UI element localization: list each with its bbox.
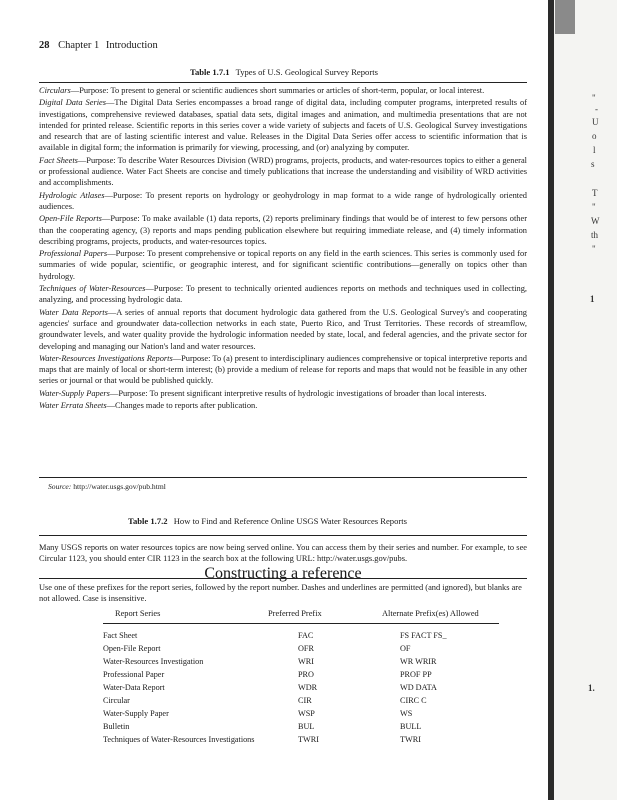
report-type-entry: Water Data Reports—A series of annual reports that document hydrologic data gathered from the U.S. Geological Survey's and cooperating agencies' surface and groundwater data-collection networks in each state, Puerto Rico, and Trust Territories. These records of streamflow, groundwater levels, and water quality provide the hydrologic information needed by state, local, and federal agencies, and the private sector for developing and managing our Nation's land and water resources.	[39, 307, 527, 351]
table1-entries	[39, 85, 527, 412]
table1-caption	[190, 67, 378, 77]
table-row: Techniques of Water-Resources Investigations	[103, 735, 255, 744]
table-row: Circular	[103, 696, 130, 705]
col-header-preferred-prefix: Preferred Prefix	[268, 609, 322, 618]
table2-subheading: Constructing a reference	[204, 565, 362, 582]
table1-label: Table 1.7.1	[190, 67, 230, 77]
table-row: Water-Data Report	[103, 683, 165, 692]
table2-instructions: Use one of these prefixes for the report series, followed by the report number. Dashes and underlines are permitted (and ignored), but blanks are not allowed. Case is insensitive.	[39, 583, 522, 604]
facing-page-fragment: s	[591, 159, 595, 169]
table-row: Professional Paper	[103, 670, 165, 679]
table1-title: Types of U.S. Geological Survey Reports	[235, 67, 378, 77]
table-cell-prefix: WDR	[298, 683, 318, 692]
table-row: Water-Resources Investigation	[103, 657, 204, 666]
facing-page-fragment: U	[592, 117, 599, 127]
source-url: http://water.usgs.gov/pub.html	[73, 482, 166, 491]
source-label: Source:	[48, 482, 72, 491]
binding-shadow	[555, 0, 575, 34]
table-cell-alternates: FS FACT FS_	[400, 631, 447, 640]
table2-header-rule	[103, 623, 499, 624]
table-cell-alternates: CIRC C	[400, 696, 427, 705]
table-cell-prefix: CIR	[298, 696, 312, 705]
table-cell-prefix: OFR	[298, 644, 314, 653]
table-cell-alternates: WD DATA	[400, 683, 437, 692]
table-cell-prefix: WRI	[298, 657, 314, 666]
report-type-entry: Water Errata Sheets—Changes made to reports after publication.	[39, 401, 258, 411]
table-row: Bulletin	[103, 722, 130, 731]
table-cell-alternates: BULL	[400, 722, 422, 731]
page-gutter	[548, 0, 554, 800]
facing-page-fragment: W	[591, 216, 600, 226]
section-label: Introduction	[105, 40, 158, 51]
table-cell-prefix: TWRI	[298, 735, 319, 744]
table-row: Open-File Report	[103, 644, 161, 653]
table1-top-rule	[39, 82, 527, 83]
table-cell-prefix: PRO	[298, 670, 314, 679]
table2-mid-rule	[39, 578, 527, 579]
col-header-report-series: Report Series	[115, 609, 161, 618]
facing-page	[552, 0, 617, 800]
facing-page-fragment: "	[592, 93, 596, 103]
page-number: 28	[39, 40, 50, 51]
table-cell-prefix: WSP	[298, 709, 315, 718]
report-type-entry: Water-Resources Investigations Reports—Purpose: To (a) present to interdisciplinary audiences comprehensive or topical interpretive reports and maps that are mainly of local or short-term interest; (b) provide a medium of release for reports and maps that would not be feasible in any other series or journal or that would be published quickly.	[39, 353, 527, 386]
report-type-entry: Professional Papers—Purpose: To present comprehensive or topical reports on any field in the earth sciences. This series is commonly used for summaries of wide popular, scientific, or geographic interest, and for significant scientific contributions—generally on topics other than hydrology.	[39, 249, 527, 281]
report-type-entry: Hydrologic Atlases—Purpose: To present reports on hydrology or geohydrology in map format to a wide range of hydrologically oriented audiences.	[39, 190, 527, 211]
facing-page-fragment: -	[595, 104, 598, 114]
facing-page-fragment: th	[591, 230, 599, 240]
table1-source	[48, 482, 166, 491]
table-cell-alternates: PROF PP	[400, 670, 432, 679]
report-type-entry: Open-File Reports—Purpose: To make available (1) data reports, (2) reports preliminary findings that would be of interest to few persons other than the cooperating agency, (3) reports and maps pending publication elsewhere but requiring immediate release, and (4) timely information describing programs, projects, products, and water-resources topics.	[39, 214, 527, 246]
table-row: Fact Sheet	[103, 631, 138, 640]
col-header-alternate-prefixes: Alternate Prefix(es) Allowed	[382, 609, 479, 618]
facing-page-fragment: o	[592, 131, 597, 141]
table-cell-alternates: TWRI	[400, 735, 421, 744]
facing-page-fragment: 1.	[588, 683, 595, 693]
report-type-entry: Fact Sheets—Purpose: To describe Water Resources Division (WRD) programs, projects, products, and water-resources topics to either a general or professional audience. Water Fact Sheets are concise and timely publications that increase the understanding and visibility of WRD activities and accomplishments.	[39, 155, 527, 188]
table-cell-prefix: FAC	[298, 631, 314, 640]
report-type-entry: Water-Supply Papers—Purpose: To present significant interpretive results of hydrologic investigations of broader than local interests.	[39, 388, 487, 398]
facing-page-fragment: "	[592, 244, 596, 254]
chapter-label: Chapter 1	[58, 40, 100, 51]
table-cell-alternates: WS	[400, 709, 413, 718]
table2-label: Table 1.7.2	[128, 516, 168, 526]
table-cell-alternates: OF	[400, 644, 411, 653]
table-row: Water-Supply Paper	[103, 709, 169, 718]
facing-page-fragment: l	[593, 145, 596, 155]
table2-intro: Many USGS reports on water resources topics are now being served online. You can access them by their series and number. For example, to see Circular 1123, you should enter CIR 1123 in the search box at the following URL: http://water.usgs.gov/pubs.	[39, 543, 527, 564]
facing-page-fragment: 1	[590, 294, 595, 304]
table2-title: How to Find and Reference Online USGS Water Resources Reports	[173, 516, 407, 526]
running-header	[39, 40, 158, 51]
table2-caption	[128, 516, 407, 526]
table2-top-rule	[39, 535, 527, 536]
table1-bottom-rule	[39, 477, 527, 478]
facing-page-fragment: "	[592, 202, 596, 212]
report-type-entry: Circulars—Purpose: To present to general or scientific audiences short summaries or articles of short-term, popular, or local interest.	[39, 86, 485, 95]
facing-page-fragment: T	[592, 188, 598, 198]
table-cell-prefix: BUL	[298, 722, 315, 731]
table-cell-alternates: WR WRIR	[400, 657, 437, 666]
report-type-entry: Digital Data Series—The Digital Data Series encompasses a broad range of digital data, including computer programs, interpreted results of investigations, comprehensive reviewed databases, spatial data sets, digital images and animation, and multimedia presentations that are not intended for printed release. Scientific reports in this series cover a wide variety of subjects and facets of U.S. Geological Survey investigations and research that are of lasting scientific interest and value. Releases in the Digital Data Series offer access to scientific information that is available in digital form; the information is primarily for viewing, processing, and (or) analyzing by computer.	[39, 98, 528, 153]
report-type-entry: Techniques of Water-Resources—Purpose: To present to technically oriented audiences reports on methods and techniques used in collecting, analyzing, and processing hydrologic data.	[39, 284, 527, 305]
